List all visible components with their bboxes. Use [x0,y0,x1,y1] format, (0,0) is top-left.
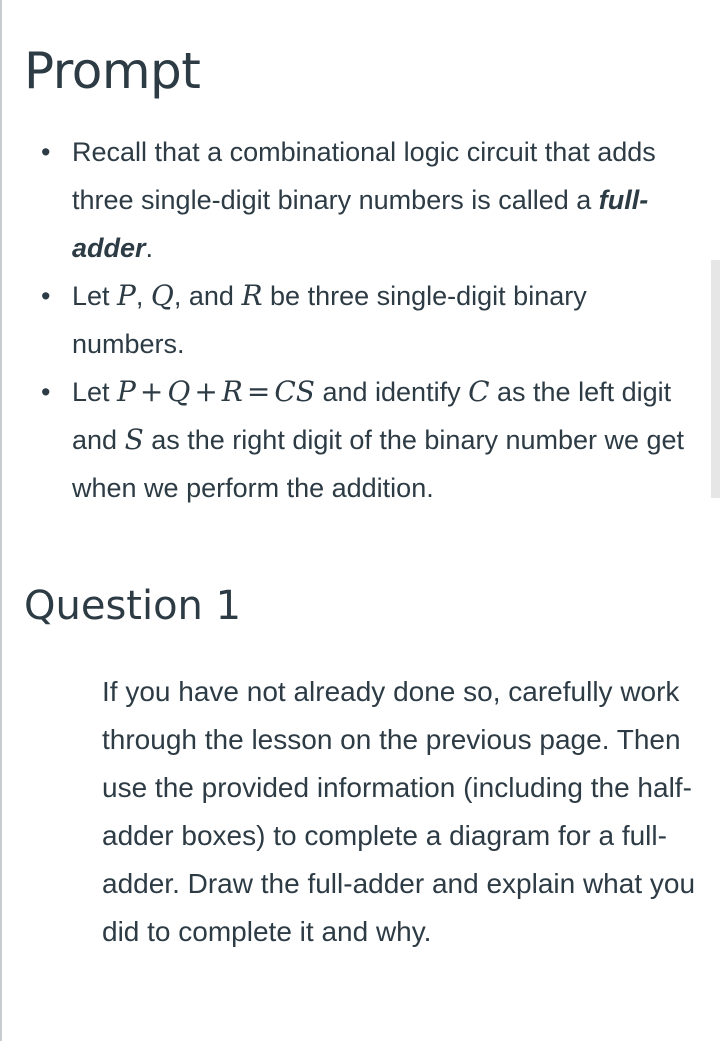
math-var-c: C [468,375,490,408]
math-equals: = [246,375,271,408]
full-adder-term: full-adder [72,185,649,263]
question-body: If you have not already done so, carefully work through the lesson on the previous page. Then use the provided information (including the half-adder boxes) to complete a diagram for a full-adder. Draw the full-adder and explain what you did to complete it and why. [102,676,696,947]
item-text: , [135,281,151,311]
math-var-r: R [241,279,263,312]
left-border [0,0,2,1041]
item-text: be three single-digit binary numbers. [72,281,587,359]
math-var-s: S [124,423,144,456]
bullet-icon: • [41,281,51,311]
math-plus: + [194,375,218,408]
item-text: Let [72,281,118,311]
list-item [24,128,700,272]
math-var-p: P [117,375,136,408]
list-item [24,368,700,512]
math-var-r: R [221,375,243,408]
prompt-list [24,128,700,512]
bullet-icon: • [41,137,51,167]
item-text: and identify [314,377,469,407]
item-text: as the right digit of the binary number we get when we perform the addition. [72,425,685,503]
math-var-p: P [117,279,136,312]
prompt-heading: Prompt [24,42,201,100]
item-text: Let [72,377,118,407]
question-heading: Question 1 [24,583,242,629]
math-var-q: Q [150,279,174,312]
item-text: as the left digit and [72,377,672,455]
item-text: Recall that a combinational logic circuit that adds three single-digit binary numbers is called a [72,137,656,215]
item-text-end: . [145,233,154,263]
bullet-icon: • [41,377,51,407]
math-plus: + [139,375,164,408]
math-var-q: Q [167,375,191,408]
math-var-cs: CS [274,375,315,408]
scrollbar[interactable] [711,260,720,498]
item-text: , and [173,281,242,311]
list-item [24,272,700,368]
